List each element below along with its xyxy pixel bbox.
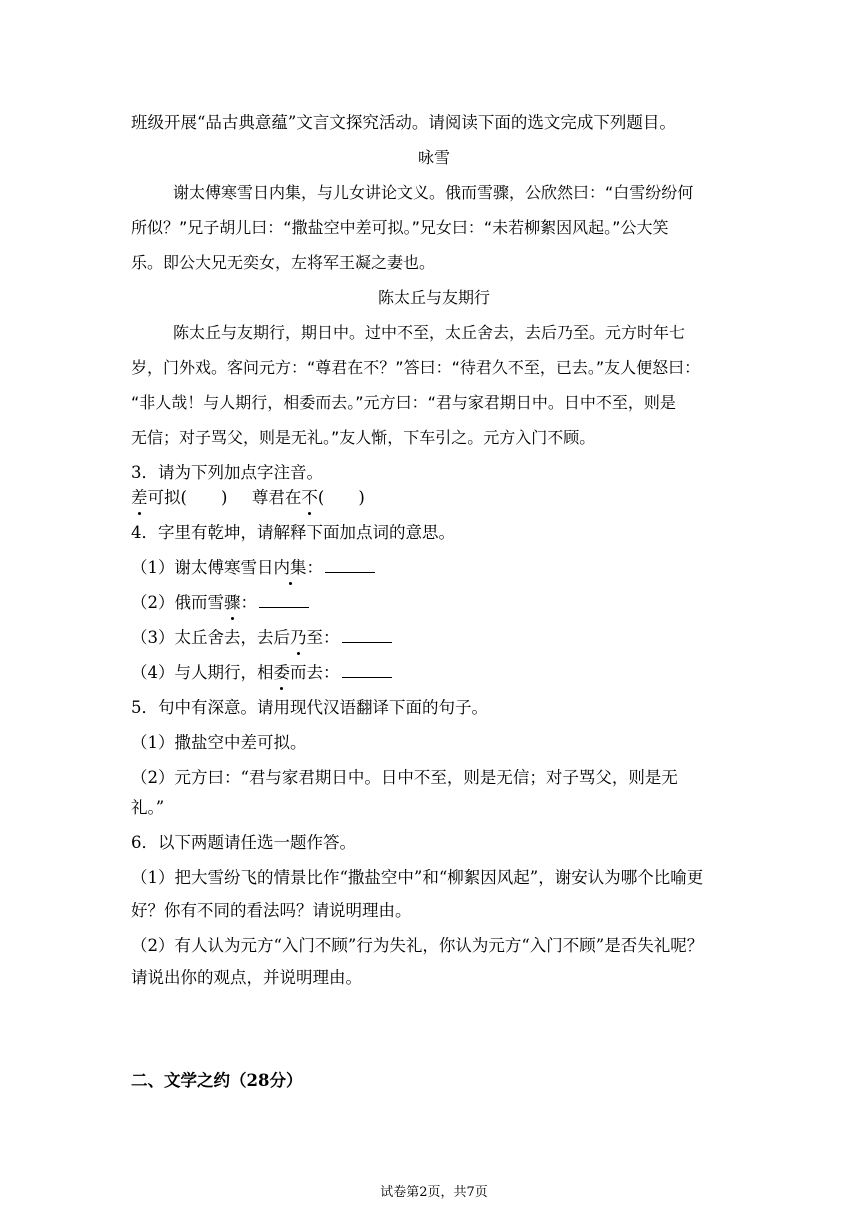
q5-item: （1）撒盐空中差可拟。 bbox=[131, 733, 307, 752]
q4-stem: 4．字里有乾坤，请解释下面加点词的意思。 bbox=[131, 523, 455, 542]
q4-dotted-word: 内集 bbox=[273, 558, 307, 577]
q3-item1-post: 可拟( bbox=[147, 488, 187, 507]
q4-item bbox=[131, 557, 375, 579]
intro-text: 班级开展“品古典意蕴”文言文探究活动。请阅读下面的选文完成下列题目。 bbox=[131, 113, 676, 132]
answer-blank[interactable] bbox=[259, 593, 309, 608]
section-heading: 二、文学之约（28分） bbox=[131, 1071, 303, 1090]
page-footer: 试卷第2页，共7页 bbox=[380, 1185, 488, 1200]
q3-item2-pre: 尊君在 bbox=[251, 488, 302, 507]
passage2-line: “非人哉！与人期行，相委而去。”元方曰：“君与家君期日中。日中不至，则是 bbox=[131, 393, 676, 412]
q3-item1-close: ) bbox=[220, 488, 228, 507]
q4-item bbox=[131, 662, 392, 684]
q3-items bbox=[131, 487, 365, 509]
q5-item: 礼。” bbox=[131, 798, 165, 817]
q6-stem: 6．以下两题请任选一题作答。 bbox=[131, 833, 356, 852]
passage1-line: 所似？”兄子胡儿曰：“撒盐空中差可拟。”兄女曰：“未若柳絮因风起。”公大笑 bbox=[131, 218, 669, 237]
passage2-line: 岁，门外戏。客问元方：“尊君在不？”答曰：“待君久不至，已去。”友人便怒曰： bbox=[131, 358, 701, 377]
passage2-title: 陈太丘与友期行 bbox=[377, 288, 490, 307]
passage2-line: 无信；对子骂父，则是无礼。”友人惭，下车引之。元方入门不顾。 bbox=[131, 428, 596, 447]
q5-item: （2）元方曰：“君与家君期日中。日中不至，则是无信；对子骂父，则是无 bbox=[131, 768, 678, 787]
q4-item-text: 至： bbox=[306, 628, 340, 647]
answer-blank[interactable] bbox=[325, 558, 375, 573]
q4-dotted-word: 骤 bbox=[224, 593, 241, 612]
q6-item: 请说出你的观点，并说明理由。 bbox=[131, 968, 362, 987]
passage1-line: 乐。即公大兄无奕女，左将军王凝之妻也。 bbox=[131, 253, 436, 272]
passage1-line: 谢太傅寒雪日内集，与儿女讲论文义。俄而雪骤，公欣然曰：“白雪纷纷何 bbox=[173, 183, 694, 202]
q5-stem: 5．句中有深意。请用现代汉语翻译下面的句子。 bbox=[131, 698, 488, 717]
q4-item bbox=[131, 627, 392, 649]
q3-item2-post: ( bbox=[317, 488, 325, 507]
q4-item-text: 而去： bbox=[290, 663, 340, 682]
q3-dotted-char: 差 bbox=[131, 488, 148, 507]
q4-item bbox=[131, 592, 309, 614]
q6-item: （1）把大雪纷飞的情景比作“撒盐空中”和“柳絮因风起”，谢安认为哪个比喻更 bbox=[131, 868, 704, 887]
q6-item: 好？你有不同的看法吗？请说明理由。 bbox=[131, 901, 412, 920]
q4-item-text: （3）太丘舍去，去后 bbox=[131, 628, 290, 647]
q4-dotted-word: 乃 bbox=[290, 628, 307, 647]
q4-item-text: （1）谢太傅寒雪日 bbox=[131, 558, 274, 577]
answer-blank[interactable] bbox=[342, 628, 392, 643]
q3-dotted-char: 不 bbox=[301, 488, 318, 507]
q3-stem: 3．请为下列加点字注音。 bbox=[131, 463, 323, 482]
q6-item: （2）有人认为元方“入门不顾”行为失礼，你认为元方“入门不顾”是否失礼呢？ bbox=[131, 936, 704, 955]
q4-dotted-word: 委 bbox=[273, 663, 290, 682]
passage2-line: 陈太丘与友期行，期日中。过中不至，太丘舍去，去后乃至。元方时年七 bbox=[173, 323, 686, 342]
q4-item-text: （2）俄而雪 bbox=[131, 593, 224, 612]
q4-item-text: （4）与人期行，相 bbox=[131, 663, 274, 682]
q4-item-text: ： bbox=[306, 558, 323, 577]
q3-item2-close: ) bbox=[358, 488, 365, 507]
q4-item-text: ： bbox=[240, 593, 257, 612]
passage1-title: 咏雪 bbox=[417, 148, 450, 167]
answer-blank[interactable] bbox=[342, 663, 392, 678]
